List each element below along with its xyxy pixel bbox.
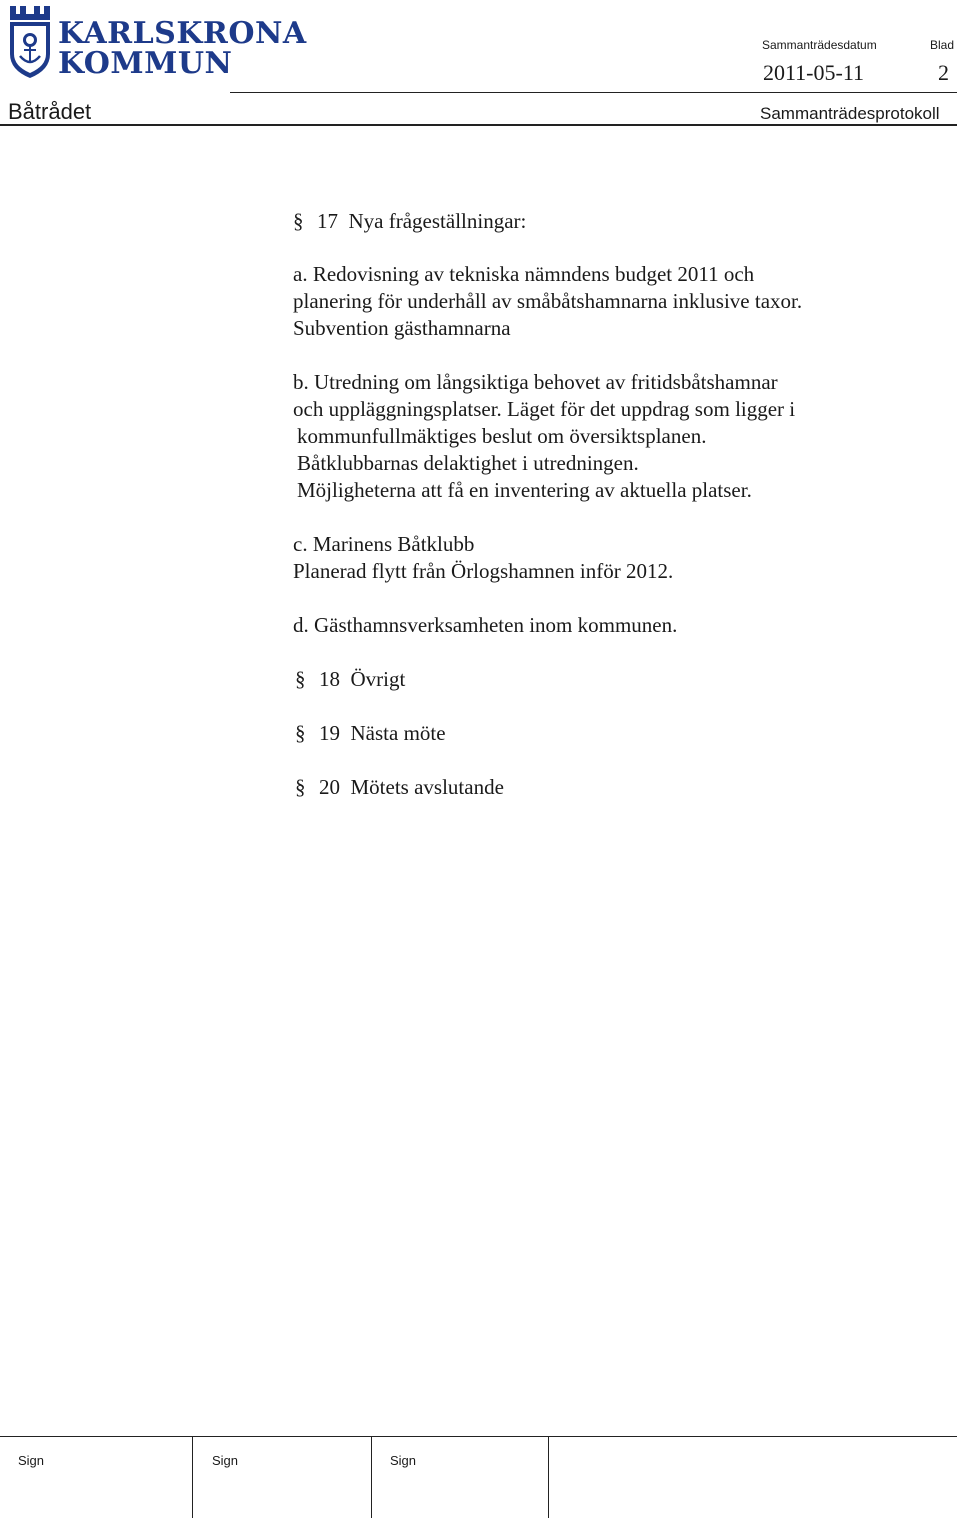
section-19 — [295, 720, 446, 747]
signature-footer — [0, 1436, 960, 1518]
section-number: 19 — [319, 721, 340, 745]
section-symbol: § — [293, 209, 304, 233]
department-name: Båtrådet — [8, 99, 92, 124]
section-17 — [293, 208, 526, 235]
page-number: 2 — [938, 60, 949, 85]
section-title: Mötets avslutande — [350, 775, 504, 799]
item-b-line5: Möjligheterna att få en inventering av aktuella platser. — [297, 478, 752, 502]
footer-divider — [371, 1436, 372, 1518]
section-symbol: § — [295, 667, 306, 691]
municipality-logo — [6, 4, 307, 81]
item-c-line2: Planerad flytt från Örlogshamnen inför 2012. — [293, 559, 674, 583]
section-title: Övrigt — [350, 667, 406, 691]
footer-rule — [0, 1436, 957, 1437]
document-type: Sammanträdesprotokoll — [760, 104, 940, 123]
section-symbol: § — [295, 721, 306, 745]
meeting-date: 2011-05-11 — [763, 60, 865, 85]
sign-label-1: Sign — [18, 1453, 45, 1468]
item-a-line3: Subvention gästhamnarna — [293, 316, 511, 340]
section-number: 20 — [319, 775, 340, 799]
item-b-line1: b. Utredning om långsiktiga behovet av fritidsbåtshamnar — [293, 370, 778, 394]
section-symbol: § — [295, 775, 306, 799]
item-a-line1: a. Redovisning av tekniska nämndens budget 2011 och — [293, 262, 755, 286]
footer-divider — [192, 1436, 193, 1518]
section-18 — [295, 666, 405, 693]
section-20 — [295, 774, 504, 801]
logo-text-line1: KARLSKRONA — [58, 16, 307, 51]
section-number: 17 — [317, 209, 338, 233]
item-b-line3: kommunfullmäktiges beslut om översiktsplanen. — [297, 424, 707, 448]
sign-label-3: Sign — [390, 1453, 417, 1468]
item-d-line1: d. Gästhamnsverksamheten inom kommunen. — [293, 613, 678, 637]
logo-text-line2: KOMMUN — [58, 46, 233, 81]
meeting-date-label: Sammanträdesdatum — [762, 38, 877, 52]
item-c-line1: c. Marinens Båtklubb — [293, 532, 475, 556]
section-number: 18 — [319, 667, 340, 691]
header-rule — [230, 92, 957, 93]
section-title: Nya frågeställningar: — [348, 209, 527, 233]
item-a-line2: planering för underhåll av småbåtshamnarna inklusive taxor. — [293, 289, 803, 313]
item-b-line2: och uppläggningsplatser. Läget för det uppdrag som ligger i — [293, 397, 796, 421]
header-underline — [0, 124, 957, 126]
page-label: Blad — [930, 38, 955, 52]
coat-of-arms-icon — [6, 4, 54, 80]
section-title: Nästa möte — [350, 721, 446, 745]
footer-divider — [548, 1436, 549, 1518]
sign-label-2: Sign — [212, 1453, 239, 1468]
item-b-line4: Båtklubbarnas delaktighet i utredningen. — [297, 451, 639, 475]
